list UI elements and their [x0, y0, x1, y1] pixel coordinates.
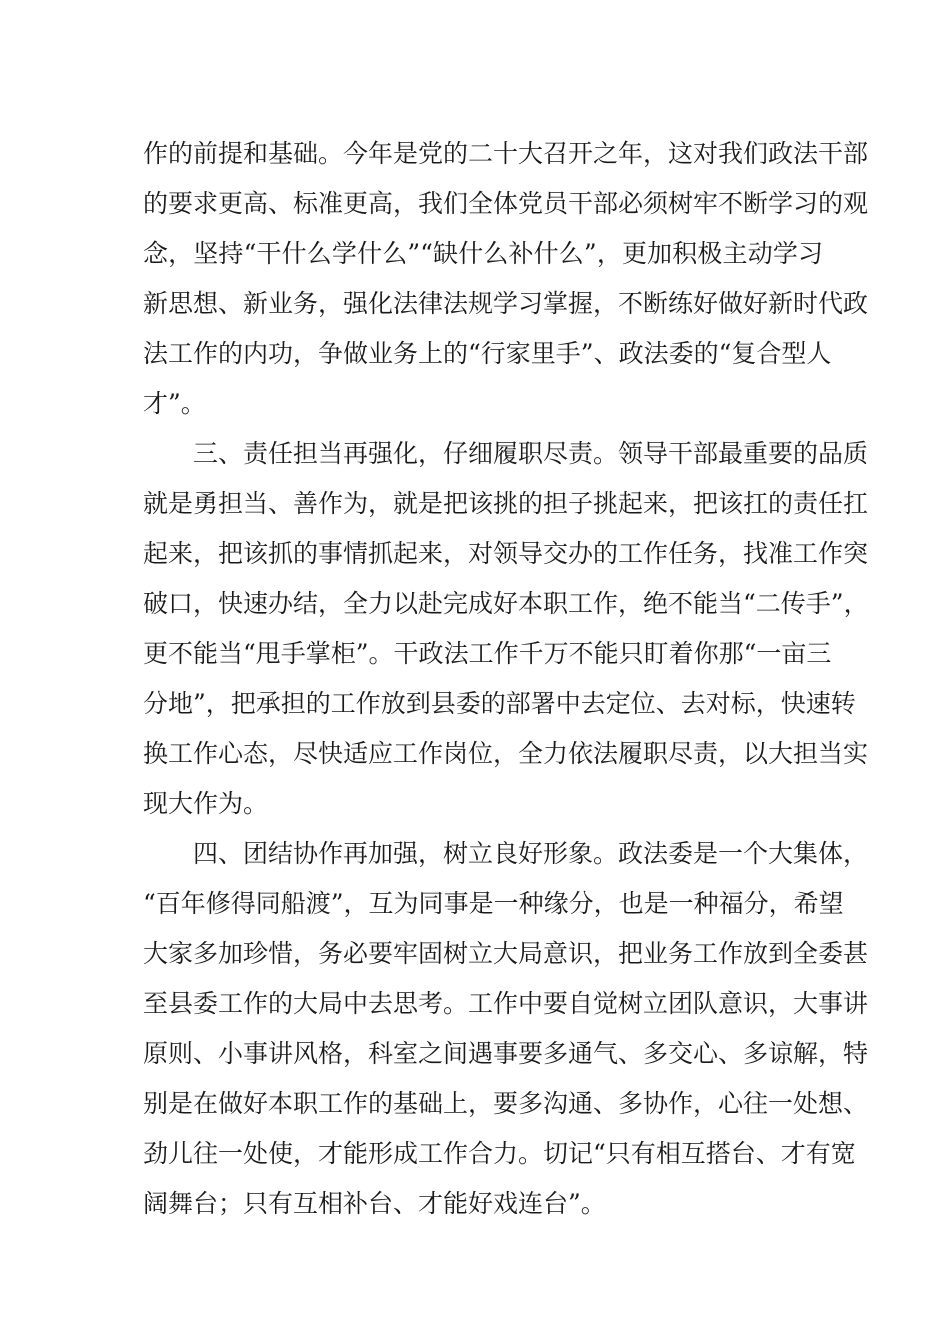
text-line: 作的前提和基础。今年是党的二十大召开之年，这对我们政法干部	[143, 139, 869, 168]
text-line: 别是在做好本职工作的基础上，要多沟通、多协作，心往一处想、	[143, 1089, 869, 1118]
text-line: 就是勇担当、善作为，就是把该挑的担子挑起来，把该扛的责任扛	[143, 489, 869, 518]
text-line: 破口，快速办结，全力以赴完成好本职工作，绝不能当“二传手”，	[143, 589, 869, 618]
text-line: 换工作心态，尽快适应工作岗位，全力依法履职尽责，以大担当实	[143, 739, 869, 768]
paragraph-heading-line: 三、责任担当再强化，仔细履职尽责。领导干部最重要的品质	[193, 439, 869, 468]
text-line: 分地”，把承担的工作放到县委的部署中去定位、去对标，快速转	[143, 689, 856, 718]
text-line: 劲儿往一处使，才能形成工作合力。切记“只有相互搭台、才有宽	[143, 1139, 856, 1168]
text-line: 起来，把该抓的事情抓起来，对领导交办的工作任务，找准工作突	[143, 539, 869, 568]
text-line: 新思想、新业务，强化法律法规学习掌握，不断练好做好新时代政	[143, 289, 869, 318]
text-line: 法工作的内功，争做业务上的“行家里手”、政法委的“复合型人	[143, 339, 832, 368]
paragraph-unity	[143, 829, 869, 1229]
text-line: 念，坚持“干什么学什么”“缺什么补什么”，更加积极主动学习	[143, 239, 823, 268]
text-line: “百年修得同船渡”，互为同事是一种缘分，也是一种福分，希望	[143, 889, 844, 918]
text-line: 至县委工作的大局中去思考。工作中要自觉树立团队意识，大事讲	[143, 989, 869, 1018]
text-line: 现大作为。	[143, 789, 269, 818]
document-body	[143, 129, 869, 1229]
text-line: 原则、小事讲风格，科室之间遇事要多通气、多交心、多谅解，特	[143, 1039, 869, 1068]
text-line: 大家多加珍惜，务必要牢固树立大局意识，把业务工作放到全委甚	[143, 939, 869, 968]
paragraph-continued	[143, 129, 869, 429]
text-line: 阔舞台；只有互相补台、才能好戏连台”。	[143, 1189, 606, 1218]
text-line: 更不能当“甩手掌柜”。干政法工作千万不能只盯着你那“一亩三	[143, 639, 832, 668]
paragraph-responsibility	[143, 429, 869, 829]
text-line: 的要求更高、标准更高，我们全体党员干部必须树牢不断学习的观	[143, 189, 869, 218]
paragraph-heading-line: 四、团结协作再加强，树立良好形象。政法委是一个大集体，	[193, 839, 869, 868]
text-line: 才”。	[143, 389, 206, 418]
